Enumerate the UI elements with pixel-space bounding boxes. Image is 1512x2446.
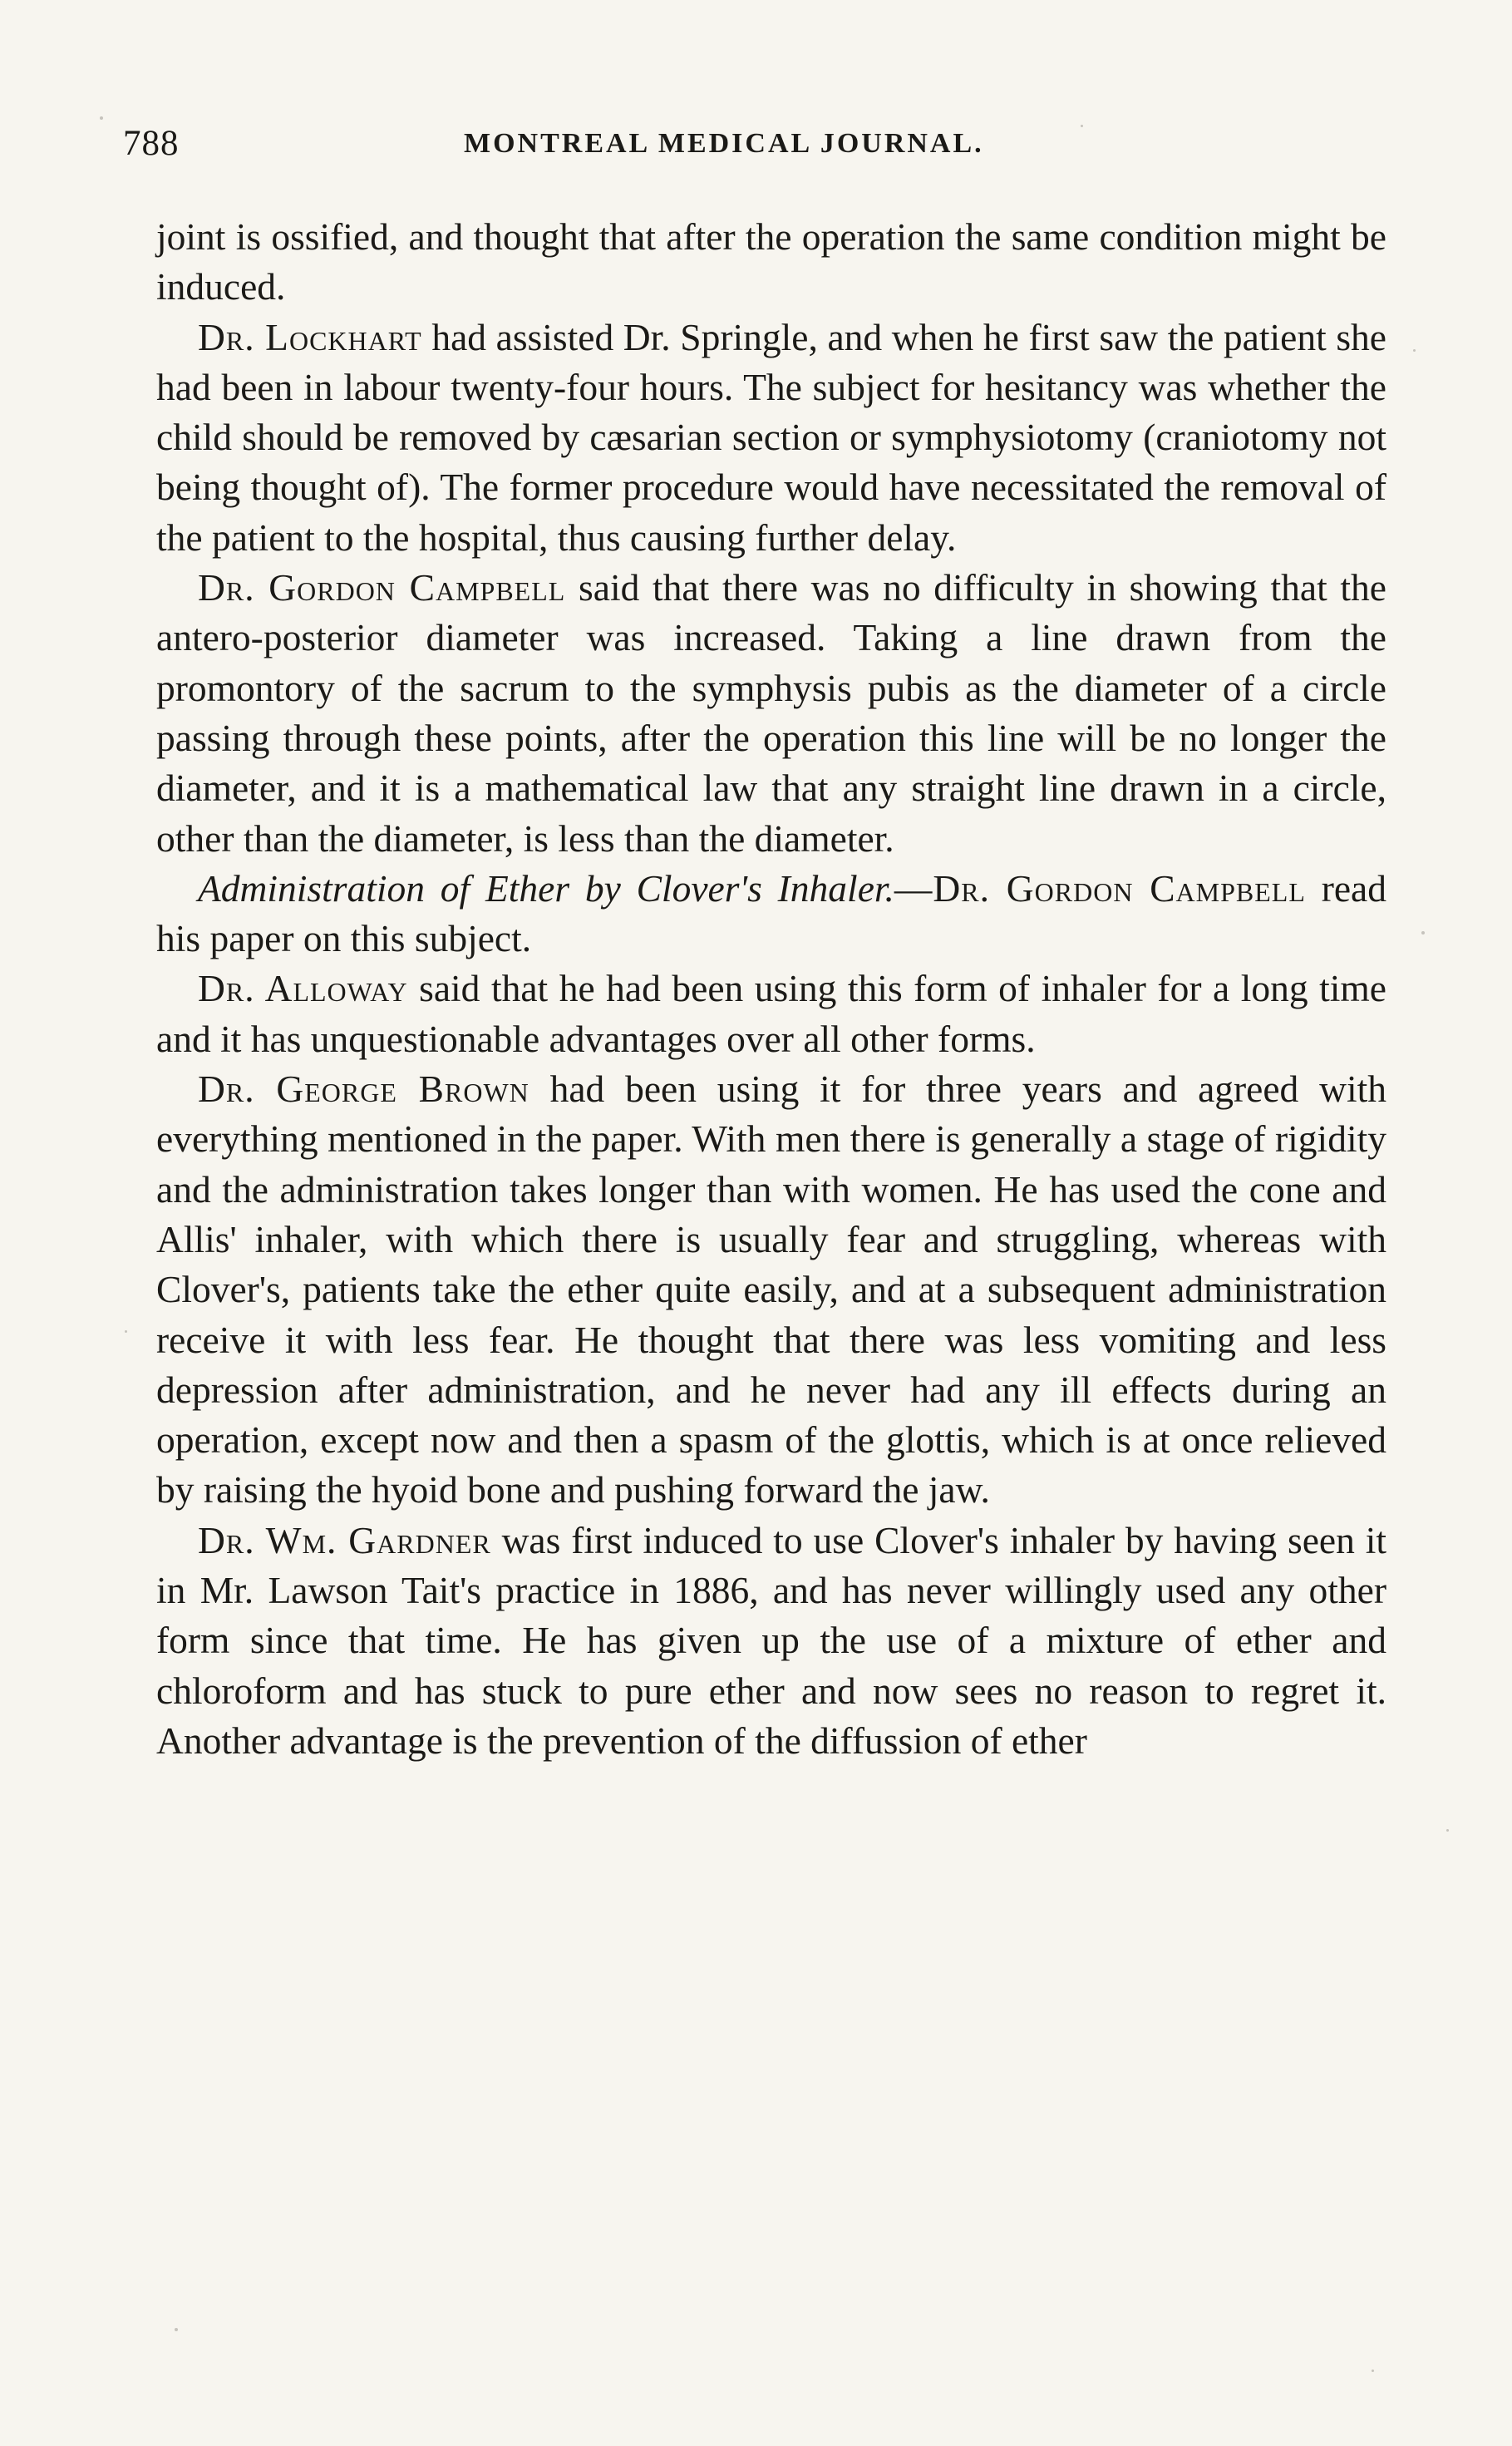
paragraph-alloway [156,964,1386,1064]
paragraph-text: said that there was no difficulty in showing that the antero-posterior diameter was increased. Taking a line drawn from the promontory of the sacrum to the symphysis pubis as the diameter of a circle passing through these points, after the operation this line will be no longer the diameter, and it is a mathematical law that any straight line drawn in a circle, other than the diameter, is less than the diameter. [156,566,1387,860]
paragraph-text: had assisted Dr. Springle, and when he first saw the patient she had been in labour twenty-four hours. The subject for hesitancy was whether the child should be removed by cæsarian section or symphysiotomy (craniotomy not being thought of). The former procedure would have necessitated the removal of the patient to the hospital, thus causing further delay. [156,315,1386,559]
paragraph-text: joint is ossified, and thought that after the operation the same condition might be induced. [156,215,1386,308]
journal-title: MONTREAL MEDICAL JOURNAL. [464,128,984,159]
section-title: Administration of Ether by Clover's Inhaler. [198,866,894,910]
paper-speckle [125,1330,127,1333]
page-number: 788 [123,124,180,163]
article-body [156,212,1386,1766]
paragraph-continuation [156,212,1386,313]
paragraph-gordon-campbell [156,563,1386,864]
paragraph-lockhart [156,313,1386,563]
speaker-name: Dr. George Brown [198,1068,529,1111]
paper-speckle [1081,125,1083,127]
speaker-name: —Dr. Gordon Campbell [894,866,1306,910]
paragraph-gardner [156,1516,1386,1766]
paragraph-george-brown [156,1064,1386,1516]
paragraph-text: read his paper on this subject. [156,866,1386,960]
speaker-name: Dr. Gordon Campbell [198,566,566,609]
running-head [123,123,1386,173]
paper-speckle [175,2328,178,2331]
speaker-name: Dr. Wm. Gardner [198,1518,491,1561]
speaker-name: Dr. Lockhart [198,315,422,358]
paragraph-section-heading [156,864,1386,964]
paper-speckle [1372,2370,1374,2372]
paper-speckle [100,116,103,120]
paragraph-text: had been using it for three years and agreed with everything mentioned in the paper. With men there is generally a stage of rigidity and the administration takes longer than with women. He has used the cone and Allis' inhaler, with which there is usually fear and struggling, whereas with Clover's, patients take the ether quite easily, and at a subsequent administration receive it with less fear. He thought that there was less vomiting and less depression after administration, and he never had any ill effects during an operation, except now and then a spasm of the glottis, which is at once relieved by raising the hyoid bone and pushing forward the jaw. [156,1068,1386,1511]
paragraph-text: said that he had been using this form of inhaler for a long time and it has unquestionable advantages over all other forms. [156,967,1386,1060]
paper-speckle [1446,1829,1449,1832]
paper-speckle [1413,349,1416,352]
paragraph-text: was first induced to use Clover's inhaler by having seen it in Mr. Lawson Tait's practice in 1886, and has never willingly used any other form since that time. He has given up the use of a mixture of ether and chloroform and has stuck to pure ether and now sees no reason to regret it. Another advantage is the prevention of the diffussion of ether [156,1518,1386,1762]
speaker-name: Dr. Alloway [198,967,408,1010]
paper-speckle [1421,931,1425,935]
